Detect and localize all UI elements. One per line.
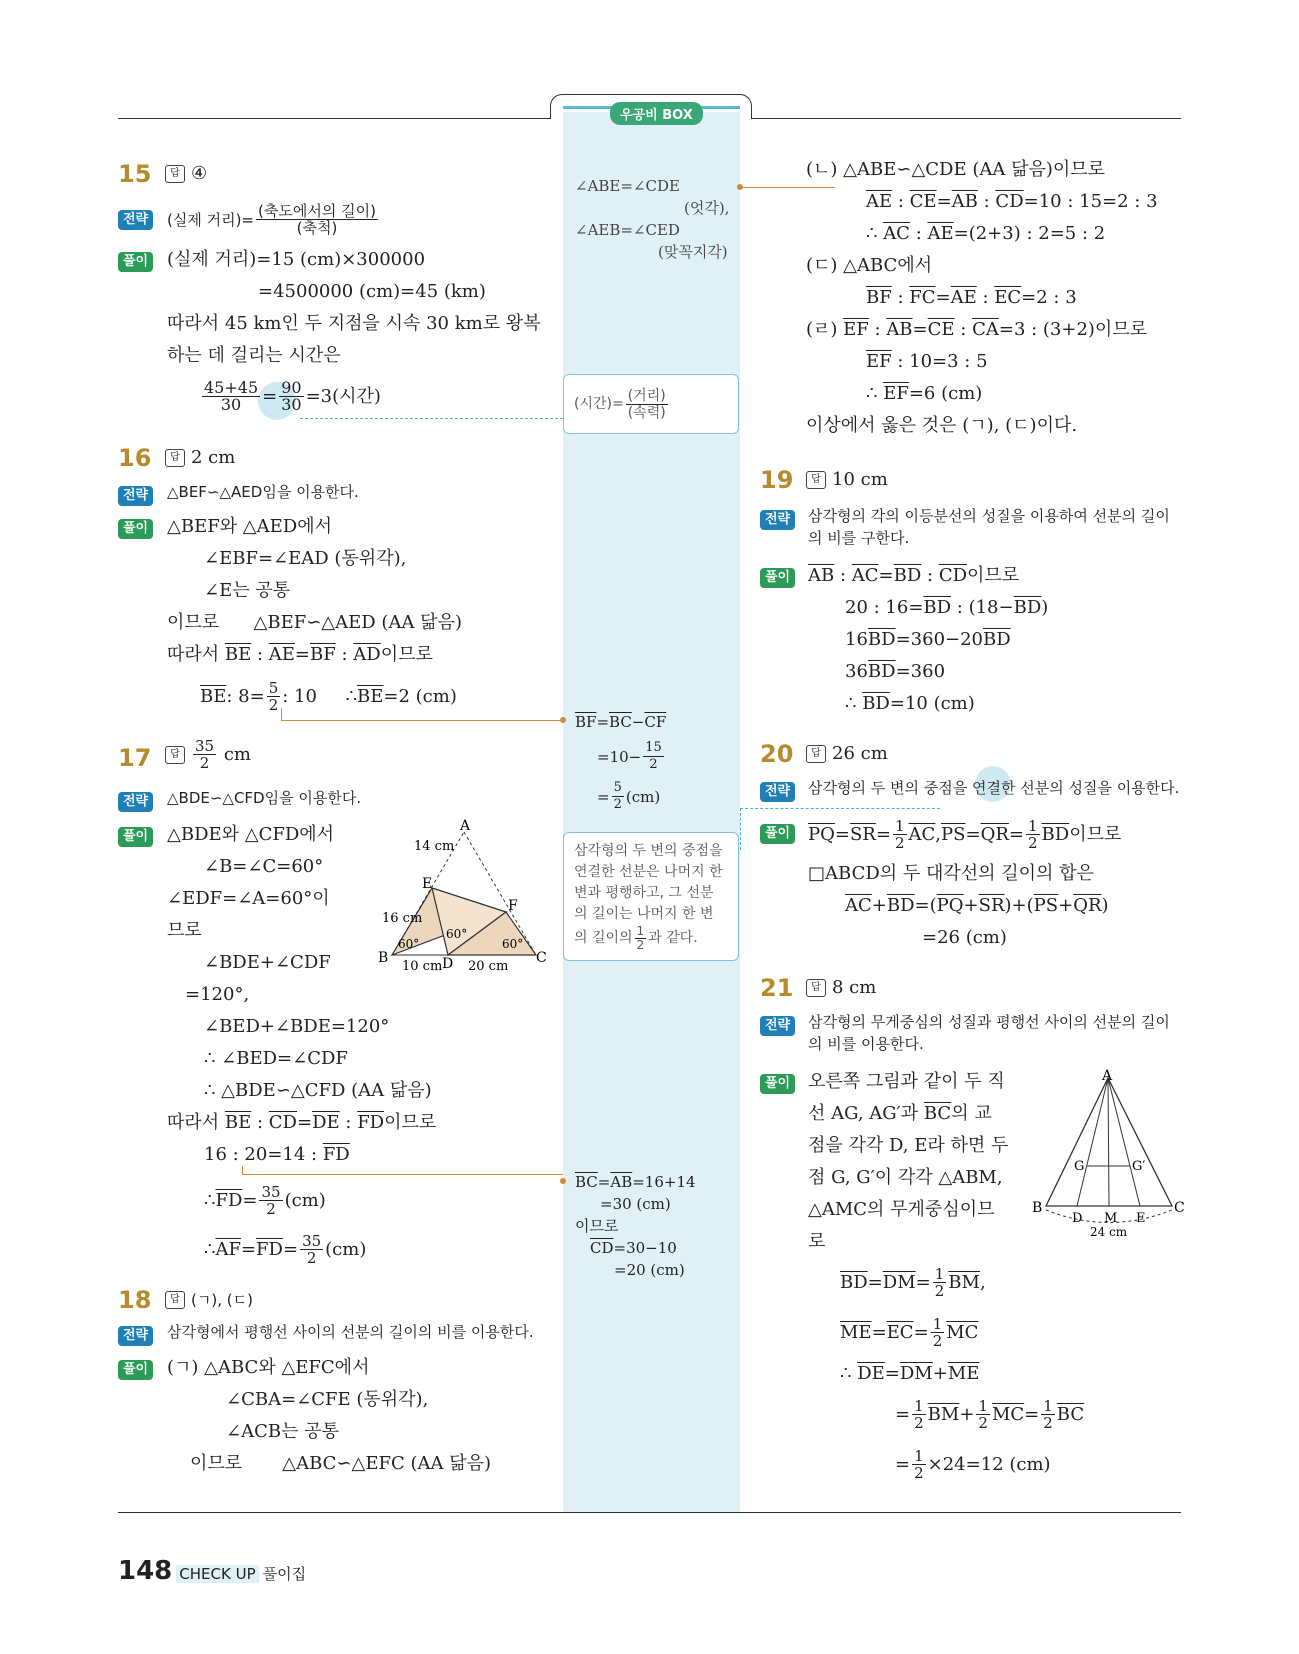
answer: 답 8 cm xyxy=(806,976,876,1000)
connector xyxy=(242,1174,563,1175)
speed-formula-box: (시간)= $\frac{\text{(거리)}}{\text{(속력)}}$ xyxy=(563,374,739,434)
strategy-badge: 전략 xyxy=(118,790,153,812)
text: ∴ $\overline{AC}$ : $\overline{AE}=(2+3)$ : 2=5 : 2 xyxy=(866,223,1106,244)
box-calc: $\overline{CD}=30-10$ xyxy=(590,1239,677,1257)
text: 따라서 $\overline{BE}$ : $\overline{AE}=\overline{BF}$ : $\overline{AD}$이므로 xyxy=(167,644,433,665)
text: ∴ △BDE∽△CFD (AA 닮음) xyxy=(204,1080,432,1101)
strategy-text: 삼각형에서 평행선 사이의 선분의 길이의 비를 이용한다. xyxy=(167,1323,534,1341)
text: 하는 데 걸리는 시간은 xyxy=(167,345,341,366)
strategy-text: △BEF∽△AED임을 이용한다. xyxy=(167,483,359,501)
answer-icon: 답 xyxy=(165,165,185,183)
text: 이상에서 옳은 것은 (ㄱ), (ㄷ)이다. xyxy=(806,415,1078,436)
text: 점 G, G′이 각각 △ABM, xyxy=(808,1167,1003,1188)
fig-label-D: D xyxy=(442,956,454,972)
text: ∠E는 공통 xyxy=(204,580,291,601)
fig-label-G: G xyxy=(1074,1159,1085,1174)
problem-number: 17 xyxy=(118,744,152,772)
strategy-text: 삼각형의 두 변의 중점을 연결한 선분의 성질을 이용한다. xyxy=(808,779,1180,797)
text: =4500000 (cm)=45 (km) xyxy=(258,281,486,302)
text: ∴ $\overline{EF}=6$ (cm) xyxy=(866,383,983,404)
page-number: 148 xyxy=(118,1556,173,1586)
text: =120°, xyxy=(185,984,250,1005)
box-note: ∠AEB=∠CED xyxy=(575,221,680,239)
box-note: (엇각), xyxy=(684,199,730,217)
text: ∴ $\overline{FD}$ = $\frac{35}{2}$ (cm) xyxy=(204,1183,326,1218)
text: 점을 각각 D, E라 하면 두 xyxy=(808,1135,1009,1156)
solution-badge: 풀이 xyxy=(118,517,153,539)
triangle-figure xyxy=(372,818,550,974)
answer-icon: 답 xyxy=(806,745,826,763)
box-label: 우공비 BOX xyxy=(610,102,703,125)
box-calc: =10− $\frac{15}{2}$ xyxy=(597,740,662,772)
footer-title: 풀이집 xyxy=(262,1565,307,1583)
text: ∠EDF=∠A=60°이 xyxy=(167,888,330,909)
text: (ㄴ) △ABE∽△CDE (AA 닮음)이므로 xyxy=(806,159,1106,180)
fig-label-B: B xyxy=(378,950,389,966)
problem-number: 16 xyxy=(118,444,152,472)
strategy-badge: 전략 xyxy=(760,508,795,530)
answer: 답 $\frac{35}{2}$ cm xyxy=(165,738,251,771)
fig-len-16: 16 cm xyxy=(382,911,423,926)
text: = $\frac{1}{2}$ ×24=12 (cm) xyxy=(895,1447,1051,1482)
answer: 답 10 cm xyxy=(806,468,888,492)
fig-label-C: C xyxy=(536,950,547,966)
solution-badge: 풀이 xyxy=(760,1072,795,1094)
box-note: (맞꼭지각) xyxy=(658,243,728,261)
text: $\overline{ME}$ = $\overline{EC}$ = $\frac{1}{2}$ $\overline{MC}$ xyxy=(840,1315,979,1350)
answer: 답 ④ xyxy=(165,162,207,186)
text: $36\overline{BD}=360$ xyxy=(845,661,946,682)
connector xyxy=(740,808,741,850)
bullet-dot xyxy=(560,1178,566,1184)
solution-badge: 풀이 xyxy=(760,822,795,844)
fig-label-G2: G′ xyxy=(1132,1159,1146,1174)
answer-icon: 답 xyxy=(165,449,185,467)
text: =26 (cm) xyxy=(922,927,1007,948)
fig-angle: 60° xyxy=(398,937,420,951)
problem-number: 15 xyxy=(118,160,152,188)
text: △BDE와 △CFD에서 xyxy=(167,824,335,845)
solution-badge: 풀이 xyxy=(760,566,795,588)
text: $\overline{AE}$ : $\overline{CE}=\overline{AB}$ : $\overline{CD}=10$ : 15=2 : 3 xyxy=(866,191,1158,212)
answer-icon: 답 xyxy=(806,979,826,997)
text: 따라서 45 km인 두 지점을 시속 30 km로 왕복 xyxy=(167,313,541,334)
strategy-text: 삼각형의 각의 이등분선의 성질을 이용하여 선분의 길이 xyxy=(808,507,1170,525)
text: ∠CBA=∠CFE (동위각), xyxy=(226,1389,429,1410)
text: △AMC의 무게중심이므 xyxy=(808,1199,995,1220)
fig-len-14: 14 cm xyxy=(414,839,455,854)
connector xyxy=(242,1166,243,1174)
text: $\overline{AC}+\overline{BD}=(\overline{PQ}+\overline{SR})+(\overline{PS}+\overline{QR})$ xyxy=(845,895,1109,916)
connector xyxy=(740,187,835,188)
connector xyxy=(281,708,282,720)
strategy-badge: 전략 xyxy=(760,780,795,802)
fig-label-C: C xyxy=(1174,1200,1185,1216)
text: $\overline{PQ}$ = $\overline{SR}$ = $\frac{1}{2}$ $\overline{AC}$ , $\overline{PS}$ = $\overline{QR}$ = $\frac{1}{2}$ $\overline{BD}$ 이므로 xyxy=(808,817,1122,852)
text: 므로 xyxy=(167,920,202,941)
fig-base-length: 24 cm xyxy=(1090,1225,1128,1239)
bullet-dot xyxy=(560,717,566,723)
fig-label-A: A xyxy=(460,818,471,834)
fig-len-20: 20 cm xyxy=(468,959,509,974)
text: (실제 거리)=15 (cm)×300000 xyxy=(167,249,426,270)
answer: 답 26 cm xyxy=(806,742,888,766)
fig-label-E: E xyxy=(422,876,433,892)
strategy-badge: 전략 xyxy=(118,1324,153,1346)
text: 16 : 20=14 : $\overline{FD}$ xyxy=(204,1144,350,1165)
connector xyxy=(300,418,563,419)
answer-icon: 답 xyxy=(165,746,185,764)
answer: 답 2 cm xyxy=(165,446,235,470)
text: ∠EBF=∠EAD (동위각), xyxy=(204,548,407,569)
fig-label-A: A xyxy=(1102,1068,1113,1084)
text: 이므로 △BEF∽△AED (AA 닮음) xyxy=(167,612,462,633)
text: ∴ ∠BED=∠CDF xyxy=(204,1048,348,1069)
page-footer xyxy=(118,1556,306,1586)
problem-number: 21 xyxy=(760,974,794,1002)
strategy-text: △BDE∽△CFD임을 이용한다. xyxy=(167,789,362,807)
text: 20 : $16=\overline{BD}$ : $(18-\overline{BD})$ xyxy=(845,597,1049,618)
solution-badge: 풀이 xyxy=(118,250,153,272)
answer-icon: 답 xyxy=(806,471,826,489)
text: □ABCD의 두 대각선의 길이의 합은 xyxy=(808,863,1094,884)
strategy-badge: 전략 xyxy=(118,484,153,506)
fig-angle: 60° xyxy=(502,937,524,951)
centroid-figure xyxy=(1032,1068,1185,1240)
strategy-badge: 전략 xyxy=(760,1014,795,1036)
text: ∠ACB는 공통 xyxy=(226,1421,339,1442)
box-calc: $\overline{BC}=\overline{AB}=16+14$ xyxy=(575,1173,696,1191)
fig-label-E: E xyxy=(1136,1211,1146,1226)
strategy-text: 의 비를 이용한다. xyxy=(808,1035,924,1053)
fig-label-M: M xyxy=(1104,1211,1118,1226)
text: $16\overline{BD}=360-20\overline{BD}$ xyxy=(845,629,1011,650)
solution-badge: 풀이 xyxy=(118,825,153,847)
text: $\overline{AB}$ : $\overline{AC}=\overline{BD}$ : $\overline{CD}$이므로 xyxy=(808,565,1020,586)
fig-label-F: F xyxy=(508,898,518,914)
box-calc: 이므로 xyxy=(575,1217,619,1235)
fig-label-D: D xyxy=(1072,1211,1083,1226)
problem-number: 18 xyxy=(118,1286,152,1314)
problem-number: 20 xyxy=(760,740,794,768)
fig-angle: 60° xyxy=(446,927,468,941)
text: = $\frac{1}{2}$ $\overline{BM}$ + $\frac{1}{2}$ $\overline{MC}$ = $\frac{1}{2}$ $\overline{BC}$ xyxy=(895,1397,1085,1432)
solution-badge: 풀이 xyxy=(118,1358,153,1380)
answer-icon: 답 xyxy=(165,1291,185,1309)
text: $\overline{BD}$ = $\overline{DM}$ = $\frac{1}{2}$ $\overline{BM}$ , xyxy=(840,1265,986,1300)
footer-title: CHECK UP xyxy=(176,1565,258,1583)
connector xyxy=(281,720,563,721)
problem-number: 19 xyxy=(760,466,794,494)
box-calc: =30 (cm) xyxy=(600,1195,671,1213)
text: △BEF와 △AED에서 xyxy=(167,516,332,537)
strategy-text: 삼각형의 무게중심의 성질과 평행선 사이의 선분의 길이 xyxy=(808,1013,1170,1031)
text: $\overline{BE}$ : 8= $\frac{5}{2}$ : 10 ∴ $\overline{BE}$ =2 (cm) xyxy=(200,679,457,714)
strategy-text: 의 비를 구한다. xyxy=(808,529,910,547)
text: $\overline{EF}$ : 10=3 : 5 xyxy=(866,351,988,372)
text: ∠B=∠C=60° xyxy=(204,856,324,877)
fig-len-10: 10 cm xyxy=(402,959,443,974)
text: 따라서 $\overline{BE}$ : $\overline{CD}=\overline{DE}$ : $\overline{FD}$이므로 xyxy=(167,1112,437,1133)
text: ∴ $\overline{DE}=\overline{DM}+\overline{ME}$ xyxy=(840,1363,980,1384)
box-note: ∠ABE=∠CDE xyxy=(575,177,680,195)
fig-label-B: B xyxy=(1032,1200,1043,1216)
text: ∠BDE+∠CDF xyxy=(204,952,331,973)
text: $\overline{BF}$ : $\overline{FC}=\overline{AE}$ : $\overline{EC}=2$ : 3 xyxy=(866,287,1077,308)
box-calc: =20 (cm) xyxy=(614,1261,685,1279)
strategy-text: (실제 거리)= $\frac{\text{(축도에서의 길이)}}{\text{(축척)}}$ xyxy=(167,202,376,237)
text: ∠BED+∠BDE=120° xyxy=(204,1016,390,1037)
box-calc: = $\frac{5}{2}$ (cm) xyxy=(597,780,661,812)
text: 오른쪽 그림과 같이 두 직 xyxy=(808,1071,1005,1092)
footer-rule xyxy=(118,1512,1181,1513)
text: (ㄷ) △ABC에서 xyxy=(806,255,933,276)
text: 이므로 △ABC∽△EFC (AA 닮음) xyxy=(190,1453,491,1474)
connector xyxy=(740,808,940,809)
answer: 답 (ㄱ), (ㄷ) xyxy=(165,1288,253,1312)
text: 로 xyxy=(808,1231,826,1252)
text: (ㄹ) $\overline{EF}$ : $\overline{AB}=\overline{CE}$ : $\overline{CA}=3$ : (3+2)이므로 xyxy=(806,319,1148,340)
text: ∴ $\overline{AF}$ = $\overline{FD}$ = $\frac{35}{2}$ (cm) xyxy=(204,1232,367,1267)
box-calc: $\overline{BF}=\overline{BC}-\overline{CF}$ xyxy=(575,713,667,731)
text: 선 AG, AG′과 $\overline{BC}$의 교 xyxy=(808,1103,992,1124)
text: ∴ $\overline{BD}=10$ (cm) xyxy=(845,693,975,714)
strategy-badge: 전략 xyxy=(118,208,153,230)
text: (ㄱ) △ABC와 △EFC에서 xyxy=(167,1357,370,1378)
fraction-expression: $\frac{45+45}{30}$ = $\frac{90}{30}$ =3(시간) xyxy=(204,378,381,414)
midpoint-theorem-box: 삼각형의 두 변의 중점을 연결한 선분은 나머지 한 변과 평행하고, 그 선분 의 길이는 나머지 한 변 의 길이의 $\frac{1}{2}$ 과 같다. xyxy=(563,832,739,961)
